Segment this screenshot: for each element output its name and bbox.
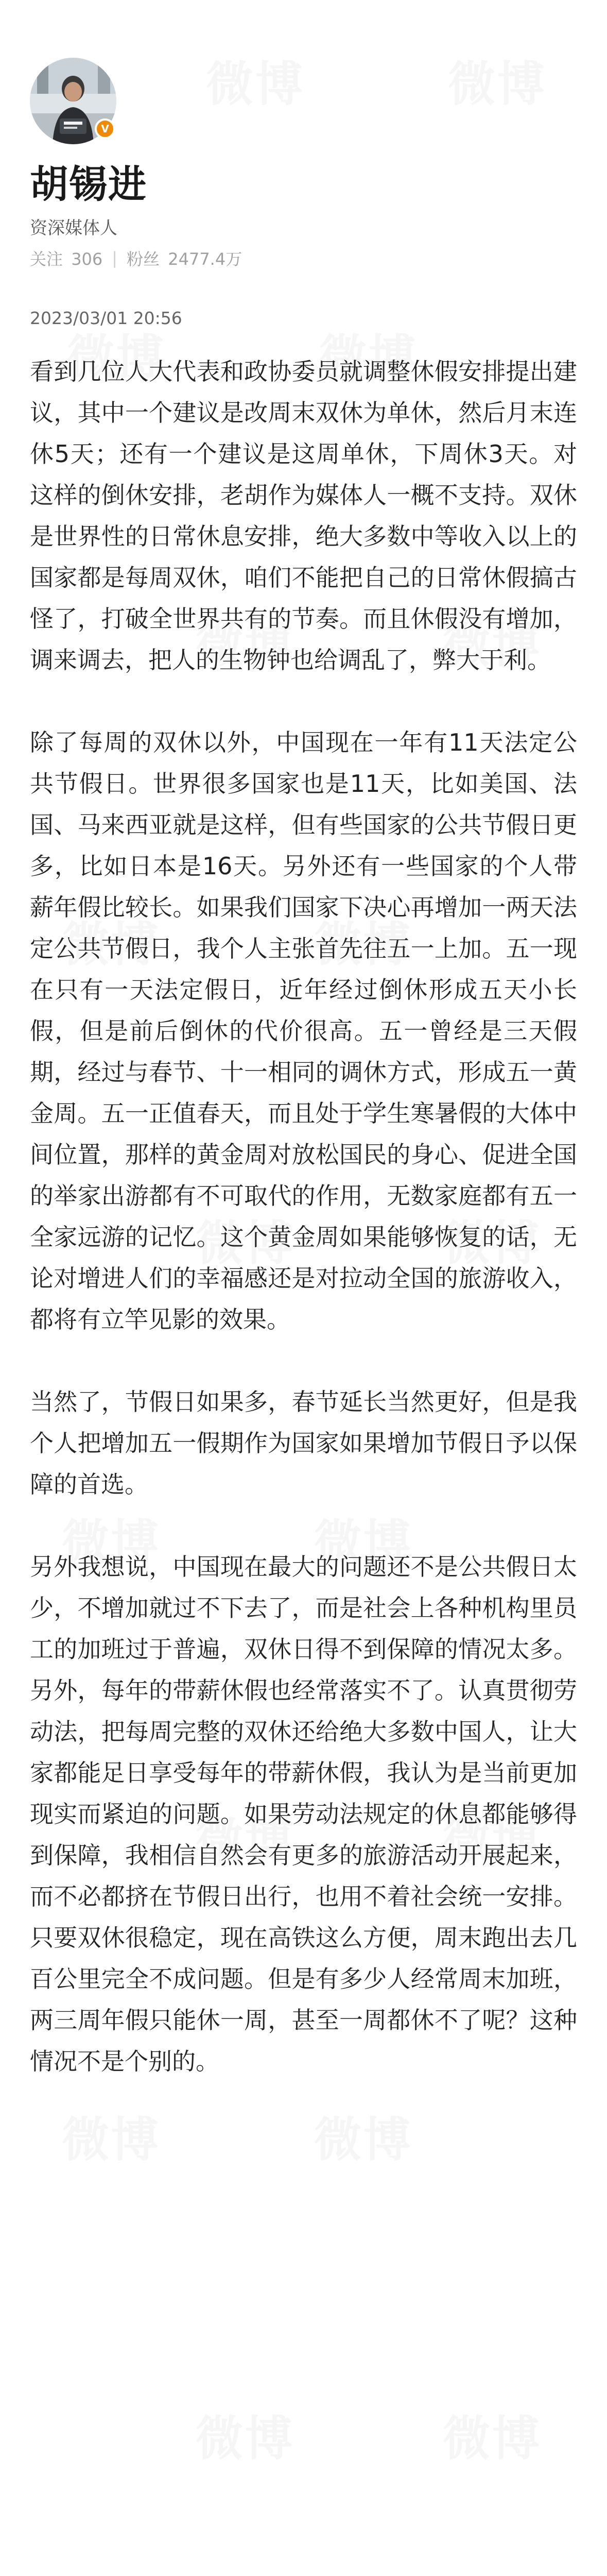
follow-label: 关注 bbox=[30, 249, 63, 269]
watermark bbox=[443, 2401, 542, 2469]
fans-count: 2477.4万 bbox=[168, 249, 242, 269]
post-paragraph: 除了每周的双休以外，中国现在一年有11天法定公共节假日。世界很多国家也是11天，比如美国、法国、马来西亚就是这样，但有些国家的公共节假日更多，比如日本是16天。另外还有一些国家的个人带薪年假比较长。如果我们国家下决心再增加一两天法定公共节假日，我个人主张首先往五一上加。五一现在只有一天法定假日，近年经过倒休形成五天小长假，但是前后倒休的代价很高。五一曾经是三天假期，经过与春节、十一相同的调休方式，形成五一黄金周。五一正值春天，而且处于学生寒暑假的大体中间位置，那样的黄金周对放松国民的身心、促进全国的举家出游都有不可取代的作用，无数家庭都有五一全家远游的记忆。这个黄金周如果能够恢复的话，无论对增进人们的幸福感还是对拉动全国的旅游收入，都将有立竿见影的效果。 bbox=[30, 728, 577, 1334]
verified-v-icon: V bbox=[95, 118, 115, 139]
post-paragraph: 另外我想说，中国现在最大的问题还不是公共假日太少，不增加就过不下去了，而是社会上各种机构里员工的加班过于普遍，双休日得不到保障的情况太多。另外，每年的带薪休假也经常落实不了。认真贯彻劳动法，把每周完整的双休还给绝大多数中国人，让大家都能足日享受每年的带薪休假，我认为是当前更加现实而紧迫的问题。如果劳动法规定的休息都能够得到保障，我相信自然会有更多的旅游活动开展起来，而不必都挤在节假日出行，也用不着社会统一安排。只要双休很稳定，现在高铁这么方便，周末跑出去几百公里完全不成问题。但是有多少人经常周末加班，两三周年假只能休一周，甚至一周都休不了呢？这种情况不是个别的。 bbox=[30, 1553, 577, 2076]
watermark bbox=[314, 2102, 413, 2170]
watermark bbox=[62, 2102, 161, 2170]
stats-divider: | bbox=[112, 248, 118, 268]
post-paragraph: 看到几位人大代表和政协委员就调整休假安排提出建议，其中一个建议是改周末双休为单休，然后月末连休5天；还有一个建议是这周单休，下周休3天。对这样的倒休安排，老胡作为媒体人一概不支持。双休是世界性的日常休息安排，绝大多数中等收入以上的国家都是每周双休，咱们不能把自己的日常休假搞古怪了，打破全世界共有的节奏。而且休假没有增加，调来调去，把人的生物钟也给调乱了，弊大于利。 bbox=[30, 358, 577, 674]
post-paragraph: 当然了，节假日如果多，春节延长当然更好，但是我个人把增加五一假期作为国家如果增加节假日予以保障的首选。 bbox=[30, 1388, 577, 1499]
post-datetime: 2023/03/01 20:56 bbox=[30, 308, 182, 329]
follow-stat[interactable] bbox=[30, 246, 102, 270]
profile-header bbox=[30, 0, 577, 270]
follow-count: 306 bbox=[71, 249, 103, 269]
user-name[interactable]: 胡锡进 bbox=[30, 162, 147, 207]
fans-stat[interactable] bbox=[127, 246, 242, 270]
user-stats bbox=[30, 246, 577, 270]
user-title: 资深媒体人 bbox=[30, 218, 117, 239]
avatar-container[interactable] bbox=[30, 58, 116, 144]
post-content bbox=[30, 351, 577, 2082]
watermark bbox=[196, 2401, 294, 2469]
fans-label: 粉丝 bbox=[127, 249, 160, 269]
